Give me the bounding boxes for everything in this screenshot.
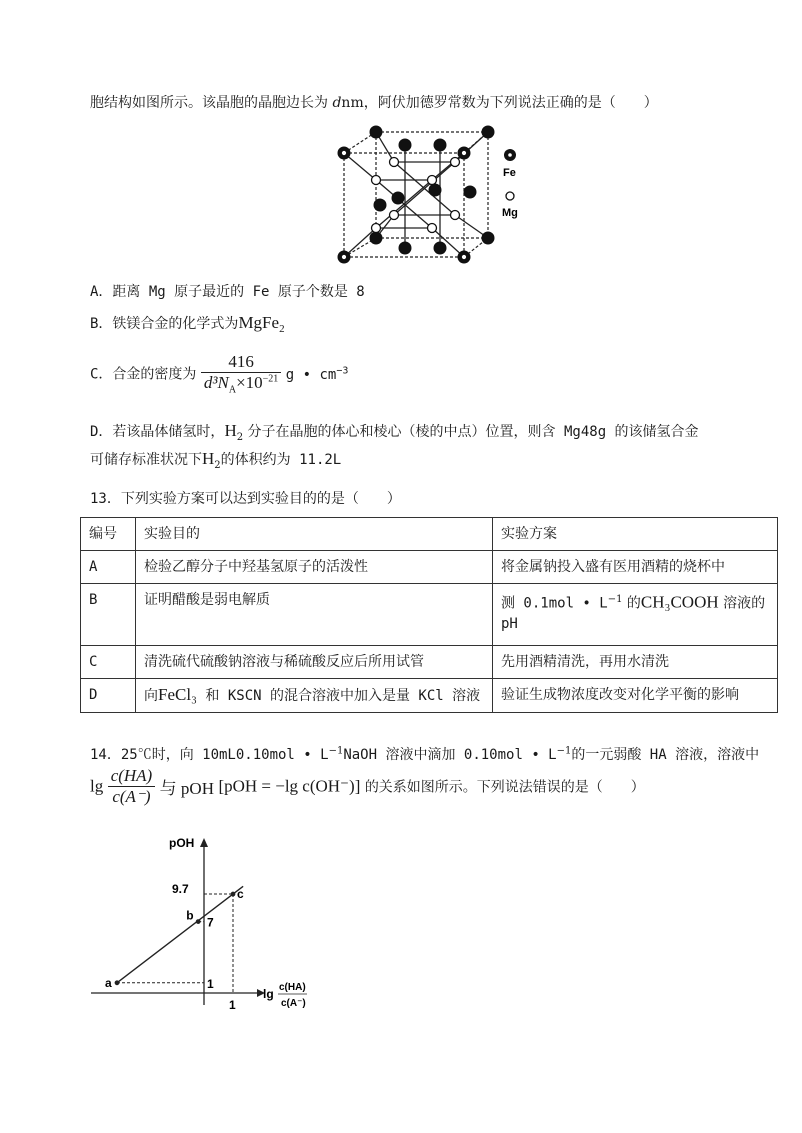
point-c (231, 892, 236, 897)
option-a: A．距离 Mg 原子最近的 Fe 原子个数是 8 (90, 284, 365, 300)
poh-chart (85, 835, 345, 1020)
q14-stem-line2: lg $\frac{c(HA)}{c(A^-)}$ 与 pOH [pOH = −lg c(OH⁻)] 的关系如图所示。下列说法错误的是（ ） (90, 766, 645, 806)
header-plan: 实验方案 (493, 518, 778, 551)
y-axis-label: pOH (169, 836, 195, 850)
row-goal: 证明醋酸是弱电解质 (136, 584, 493, 646)
table-header-row (81, 518, 778, 551)
row-goal: 检验乙醇分子中羟基氢原子的活泼性 (136, 551, 493, 584)
series-line (117, 886, 243, 983)
header-goal: 实验目的 (136, 518, 493, 551)
row-goal: 向FeCl₃ 和 KSCN 的混合溶液中加入是量 KCl 溶液 (136, 679, 493, 713)
legend-mg: Mg (502, 207, 518, 219)
row-id: A (81, 551, 136, 584)
y-axis-arrow (200, 838, 208, 847)
q14-fraction: $\frac{c(HA)}{c(A^-)}$ (108, 766, 156, 807)
x-axis-label-num: c(HA) (279, 982, 306, 993)
intro-line: 胞结构如图所示。该晶胞的晶胞边长为 dnm，阿伏加德罗常数为下列说法正确的是（ ） (90, 95, 658, 111)
y-tick-label: 7 (207, 915, 214, 930)
table-row (81, 551, 778, 584)
row-plan: 测 0.1mol • $L^{-1}$ 的CH₃COOH 溶液的 pH (493, 584, 778, 646)
q13-stem: 13．下列实验方案可以达到实验目的的是（ ） (90, 491, 401, 507)
row-plan: 验证生成物浓度改变对化学平衡的影响 (493, 679, 778, 713)
table-row (81, 646, 778, 679)
density-fraction: $\frac{416}{d^3N_A\times 10^{-21}}$ (201, 352, 281, 395)
table-row (81, 679, 778, 713)
option-b: B．铁镁合金的化学式为MgFe$_2$ (90, 313, 285, 335)
point-label-c: c (237, 887, 244, 902)
row-id: B (81, 584, 136, 646)
row-plan: 将金属钠投入盛有医用酒精的烧杯中 (493, 551, 778, 584)
point-label-b: b (186, 908, 194, 923)
option-d-line1: D．若该晶体储氢时，$H_2$ 分子在晶胞的体心和棱心（棱的中点）位置，则含 Mg48g 的该储氢合金 (90, 421, 699, 443)
legend-fe: Fe (503, 167, 516, 179)
row-id: D (81, 679, 136, 713)
point-label-a: a (105, 975, 112, 990)
x-axis-label-den: c(A⁻) (281, 998, 306, 1009)
row-plan: 先用酒精清洗，再用水清洗 (493, 646, 778, 679)
header-id: 编号 (81, 518, 136, 551)
y-tick-label: 9.7 (172, 882, 189, 897)
x-axis-label-lg: lg (263, 987, 274, 1001)
table-row (81, 584, 778, 646)
y-tick-label: 1 (207, 976, 214, 991)
point-b (196, 919, 201, 924)
option-d-line2: 可储存标准状况下$H_2$的体积约为 11.2L (90, 449, 342, 471)
point-a (115, 980, 120, 985)
option-c: C．合金的密度为 $\frac{416}{d^3N_A\times 10^{-21}}$ g • $cm^{-3}$ (90, 352, 349, 396)
row-id: C (81, 646, 136, 679)
row-goal: 清洗硫代硫酸钠溶液与稀硫酸反应后所用试管 (136, 646, 493, 679)
crystal-cell-figure (320, 120, 540, 265)
x-tick-label: 1 (229, 998, 236, 1012)
q13-table (80, 517, 778, 713)
q14-stem-line1: 14．25℃时，向 10mL0.10mol • $L^{-1}NaOH$ 溶液中滴加 0.10mol • $L^{-1}$的一元弱酸 HA 溶液，溶液中 (90, 745, 760, 763)
